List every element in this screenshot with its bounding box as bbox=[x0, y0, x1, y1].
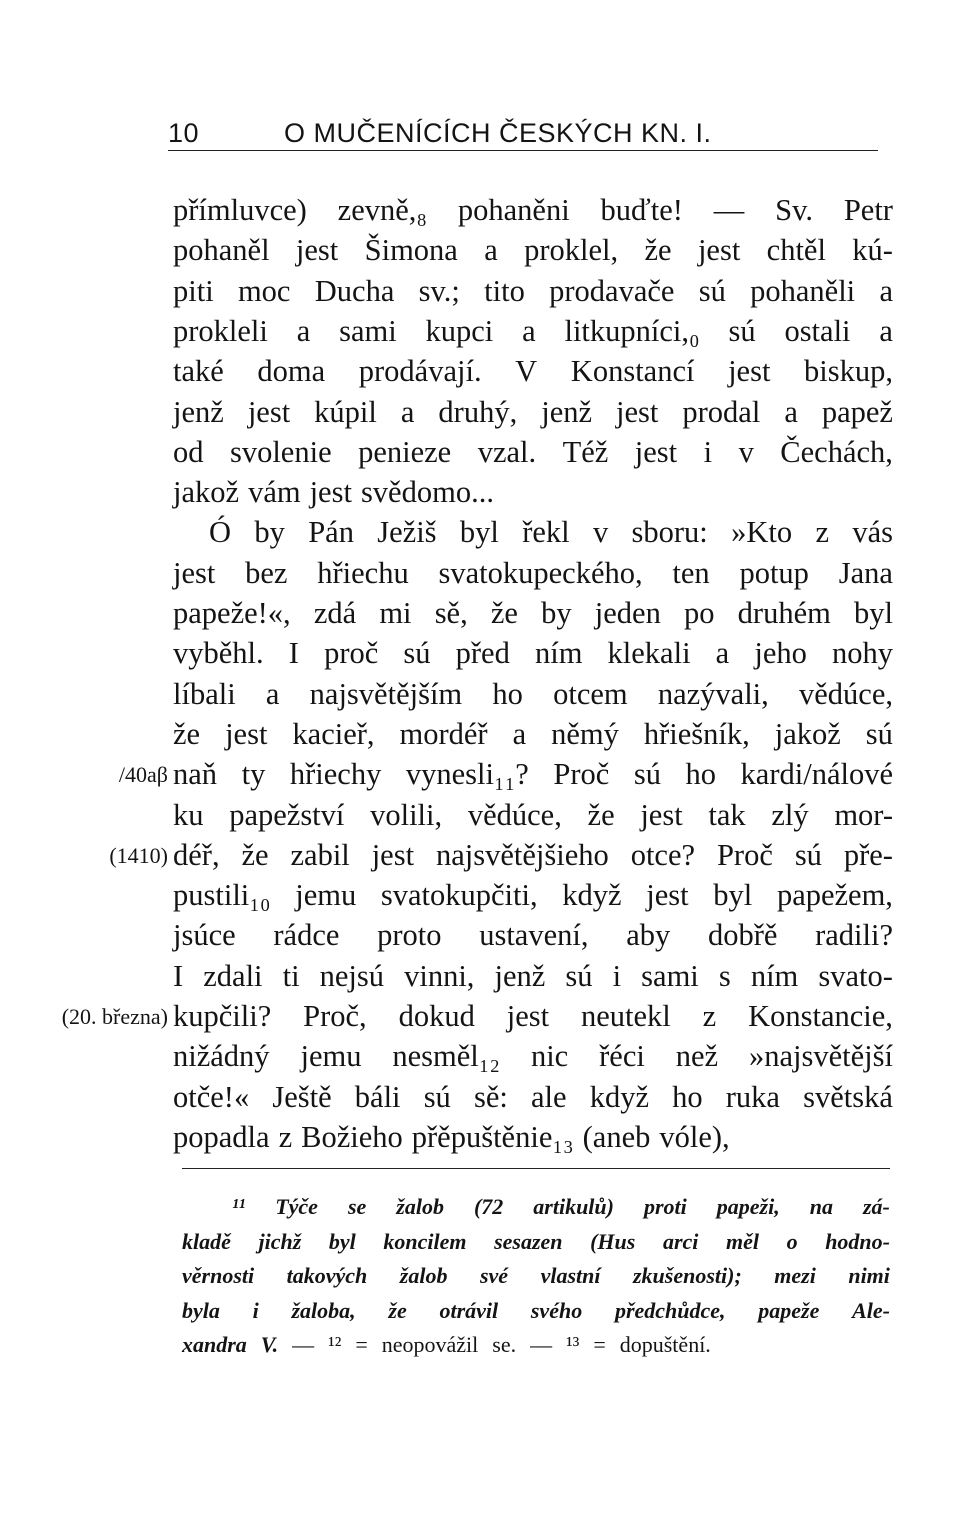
text-line: popadla z Božieho přěpuštěnie₁₃ (aneb vóle), bbox=[173, 1119, 730, 1154]
text-line: jenž jest kúpil a druhý, jenž jest prodal a papež bbox=[173, 394, 893, 429]
margin-note: /40aβ bbox=[118, 762, 168, 788]
footnote-line: xandra V. — ¹² = neopovážil se. — ¹³ = dopuštění. bbox=[182, 1332, 711, 1357]
text-line: přímluvce) zevně,₈ pohaněni buďte! — Sv. Petr bbox=[173, 193, 893, 227]
text-line: že jest kacieř, mordéř a němý hřiešník, jakož sú bbox=[173, 716, 893, 751]
text-line: piti moc Ducha sv.; tito prodavače sú pohaněli a bbox=[173, 273, 893, 308]
margin-note: (20. března) bbox=[61, 1004, 168, 1029]
footnote-rule bbox=[182, 1168, 890, 1169]
text-line: naň ty hřiechy vynesli₁₁? Proč sú ho kardi/nálové bbox=[173, 757, 893, 792]
text-line: jsúce rádce proto ustavení, aby dobřě radili? bbox=[173, 918, 893, 953]
text-line: otče!« Ještě báli sú sě: ale když ho ruka světská bbox=[173, 1079, 893, 1114]
text-line: líbali a najsvětějším ho otcem nazývali, vědúce, bbox=[173, 676, 893, 711]
text-line: vyběhl. I proč sú před ním klekali a jeho nohy bbox=[173, 636, 893, 671]
text-line: kupčili? Proč, dokud jest neutekl z Konstancie, bbox=[173, 999, 893, 1033]
text-line: pustili₁₀ jemu svatokupčiti, když jest byl papežem, bbox=[173, 878, 893, 913]
footnote-line: ¹¹ Týče se žalob (72 artikulů) proti papeži, na zá- bbox=[232, 1194, 890, 1219]
text-line: ku papežství volili, vědúce, že jest tak zlý mor- bbox=[173, 797, 893, 832]
text-line: I zdali ti nejsú vinni, jenž sú i sami s ním svato- bbox=[173, 958, 893, 993]
running-header bbox=[168, 118, 878, 152]
page-number: 10 bbox=[168, 118, 200, 148]
text-line: také doma prodávají. V Konstancí jest biskup, bbox=[173, 354, 893, 389]
footnote-line: kladě jichž byl koncilem sesazen (Hus arci měl o hodno- bbox=[182, 1228, 890, 1254]
text-line: papeže!«, zdá mi sě, že by jeden po druhém byl bbox=[173, 596, 893, 630]
text-line: jest bez hřiechu svatokupeckého, ten potup Jana bbox=[173, 555, 893, 590]
text-line: nižádný jemu nesměl₁₂ nic řéci než »najsvětější bbox=[173, 1039, 893, 1074]
margin-note: (1410) bbox=[109, 842, 168, 868]
text-line: od svolenie penieze vzal. Též jest i v Čechách, bbox=[173, 434, 893, 469]
footnote-line: věrnosti takových žalob své vlastní zkušenosti); mezi nimi bbox=[182, 1263, 890, 1288]
text-line: pohaněl jest Šimona a proklel, že jest chtěl kú- bbox=[173, 233, 893, 268]
text-line: prokleli a sami kupci a litkupníci,₀ sú ostali a bbox=[173, 313, 893, 348]
text-line: Ó by Pán Ježiš byl řekl v sboru: »Kto z vás bbox=[209, 515, 893, 550]
text-line: jakož vám jest svědomo... bbox=[173, 475, 494, 510]
text-line: déř, že zabil jest najsvětějšieho otce? Proč sú pře- bbox=[173, 837, 893, 872]
header-title: O MUČENÍCÍCH ČESKÝCH KN. I. bbox=[284, 118, 712, 148]
footnote-line: byla i žaloba, že otrávil svého předchůdce, papeže Ale- bbox=[182, 1297, 890, 1323]
header-rule bbox=[168, 150, 878, 151]
